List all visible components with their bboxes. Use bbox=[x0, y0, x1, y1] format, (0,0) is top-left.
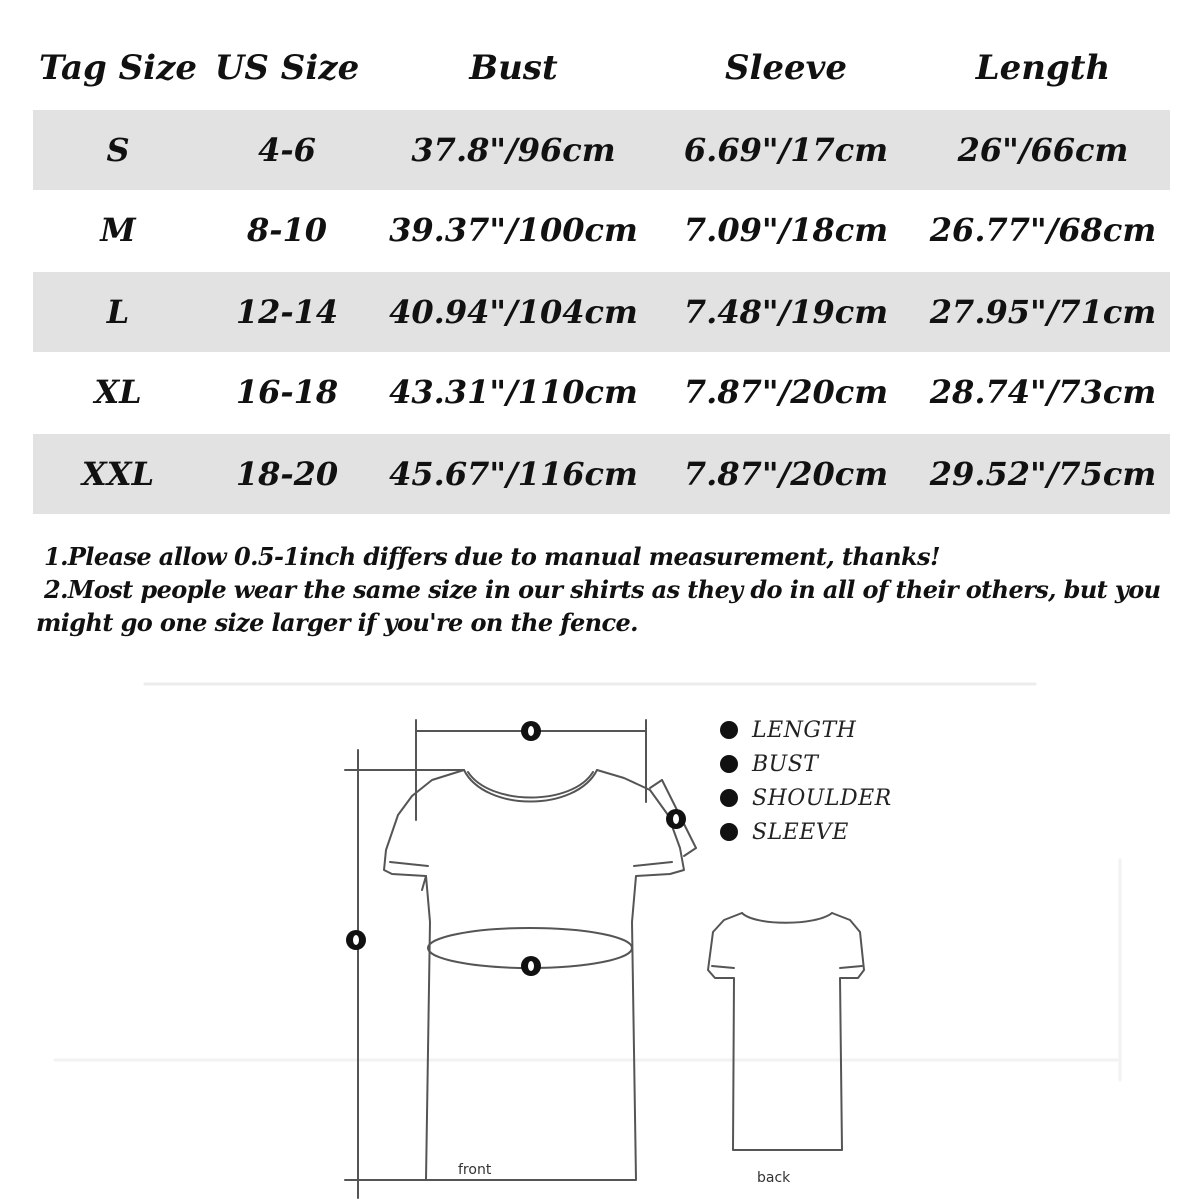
measurement-diagram bbox=[0, 660, 1200, 1200]
length-dimension bbox=[345, 750, 464, 1198]
marker-dot-icon bbox=[720, 721, 738, 739]
legend-item-shoulder bbox=[720, 781, 892, 815]
cell-sleeve: 7.48"/19cm bbox=[656, 271, 916, 352]
header-length: Length bbox=[975, 48, 1111, 88]
front-caption: front bbox=[458, 1162, 492, 1178]
cell-us-size: 8-10 bbox=[246, 211, 328, 249]
legend-label: LENGTH bbox=[752, 717, 857, 743]
cell-length: 28.74"/73cm bbox=[929, 373, 1157, 411]
header-bust: Bust bbox=[469, 48, 558, 88]
note-manual-measurement: 1.Please allow 0.5-1inch differs due to manual measurement, thanks! bbox=[44, 542, 940, 571]
legend-item-length bbox=[720, 713, 892, 747]
header-tag-size: Tag Size bbox=[38, 48, 198, 88]
cell-tag-size: L bbox=[33, 271, 203, 352]
marker-dot-icon bbox=[720, 789, 738, 807]
cell-sleeve: 7.87"/20cm bbox=[656, 433, 916, 514]
cell-tag-size: XXL bbox=[33, 433, 203, 514]
cell-length: 26.77"/68cm bbox=[929, 211, 1157, 249]
legend-label: SLEEVE bbox=[752, 819, 849, 845]
table-row bbox=[33, 352, 1170, 433]
legend-label: BUST bbox=[752, 751, 819, 777]
cell-tag-size: XL bbox=[94, 373, 142, 411]
table-row bbox=[33, 271, 1170, 352]
header-sleeve: Sleeve bbox=[724, 48, 848, 88]
cell-bust: 45.67"/116cm bbox=[371, 433, 656, 514]
table-header-row bbox=[33, 28, 1170, 109]
marker-dot-icon bbox=[720, 823, 738, 841]
table-row bbox=[33, 433, 1170, 514]
back-shirt-outline bbox=[708, 913, 864, 1150]
cell-tag-size: M bbox=[100, 211, 136, 249]
cell-sleeve: 7.09"/18cm bbox=[683, 211, 889, 249]
table-row bbox=[33, 190, 1170, 271]
cell-length: 29.52"/75cm bbox=[916, 433, 1170, 514]
note-sizing-advice: 2.Most people wear the same size in our shirts as they do in all of their others, but you might go one size larger if you're on the fence. bbox=[36, 575, 1161, 637]
cell-us-size: 4-6 bbox=[203, 109, 371, 190]
header-us-size: US Size bbox=[214, 48, 360, 88]
measurement-notes bbox=[36, 540, 1176, 639]
marker-dot-icon bbox=[720, 755, 738, 773]
back-caption: back bbox=[757, 1170, 791, 1186]
cell-bust: 39.37"/100cm bbox=[389, 211, 638, 249]
cell-us-size: 18-20 bbox=[203, 433, 371, 514]
cell-us-size: 16-18 bbox=[235, 373, 339, 411]
cell-tag-size: S bbox=[33, 109, 203, 190]
cell-length: 27.95"/71cm bbox=[916, 271, 1170, 352]
legend-item-sleeve bbox=[720, 815, 892, 849]
cell-sleeve: 7.87"/20cm bbox=[683, 373, 889, 411]
size-chart-table bbox=[33, 28, 1170, 514]
cell-bust: 37.8"/96cm bbox=[371, 109, 656, 190]
cell-length: 26"/66cm bbox=[916, 109, 1170, 190]
cell-bust: 43.31"/110cm bbox=[389, 373, 638, 411]
legend-item-bust bbox=[720, 747, 892, 781]
cell-bust: 40.94"/104cm bbox=[371, 271, 656, 352]
cell-sleeve: 6.69"/17cm bbox=[656, 109, 916, 190]
legend-label: SHOULDER bbox=[752, 785, 892, 811]
measurement-legend bbox=[720, 713, 892, 849]
table-row bbox=[33, 109, 1170, 190]
cell-us-size: 12-14 bbox=[203, 271, 371, 352]
